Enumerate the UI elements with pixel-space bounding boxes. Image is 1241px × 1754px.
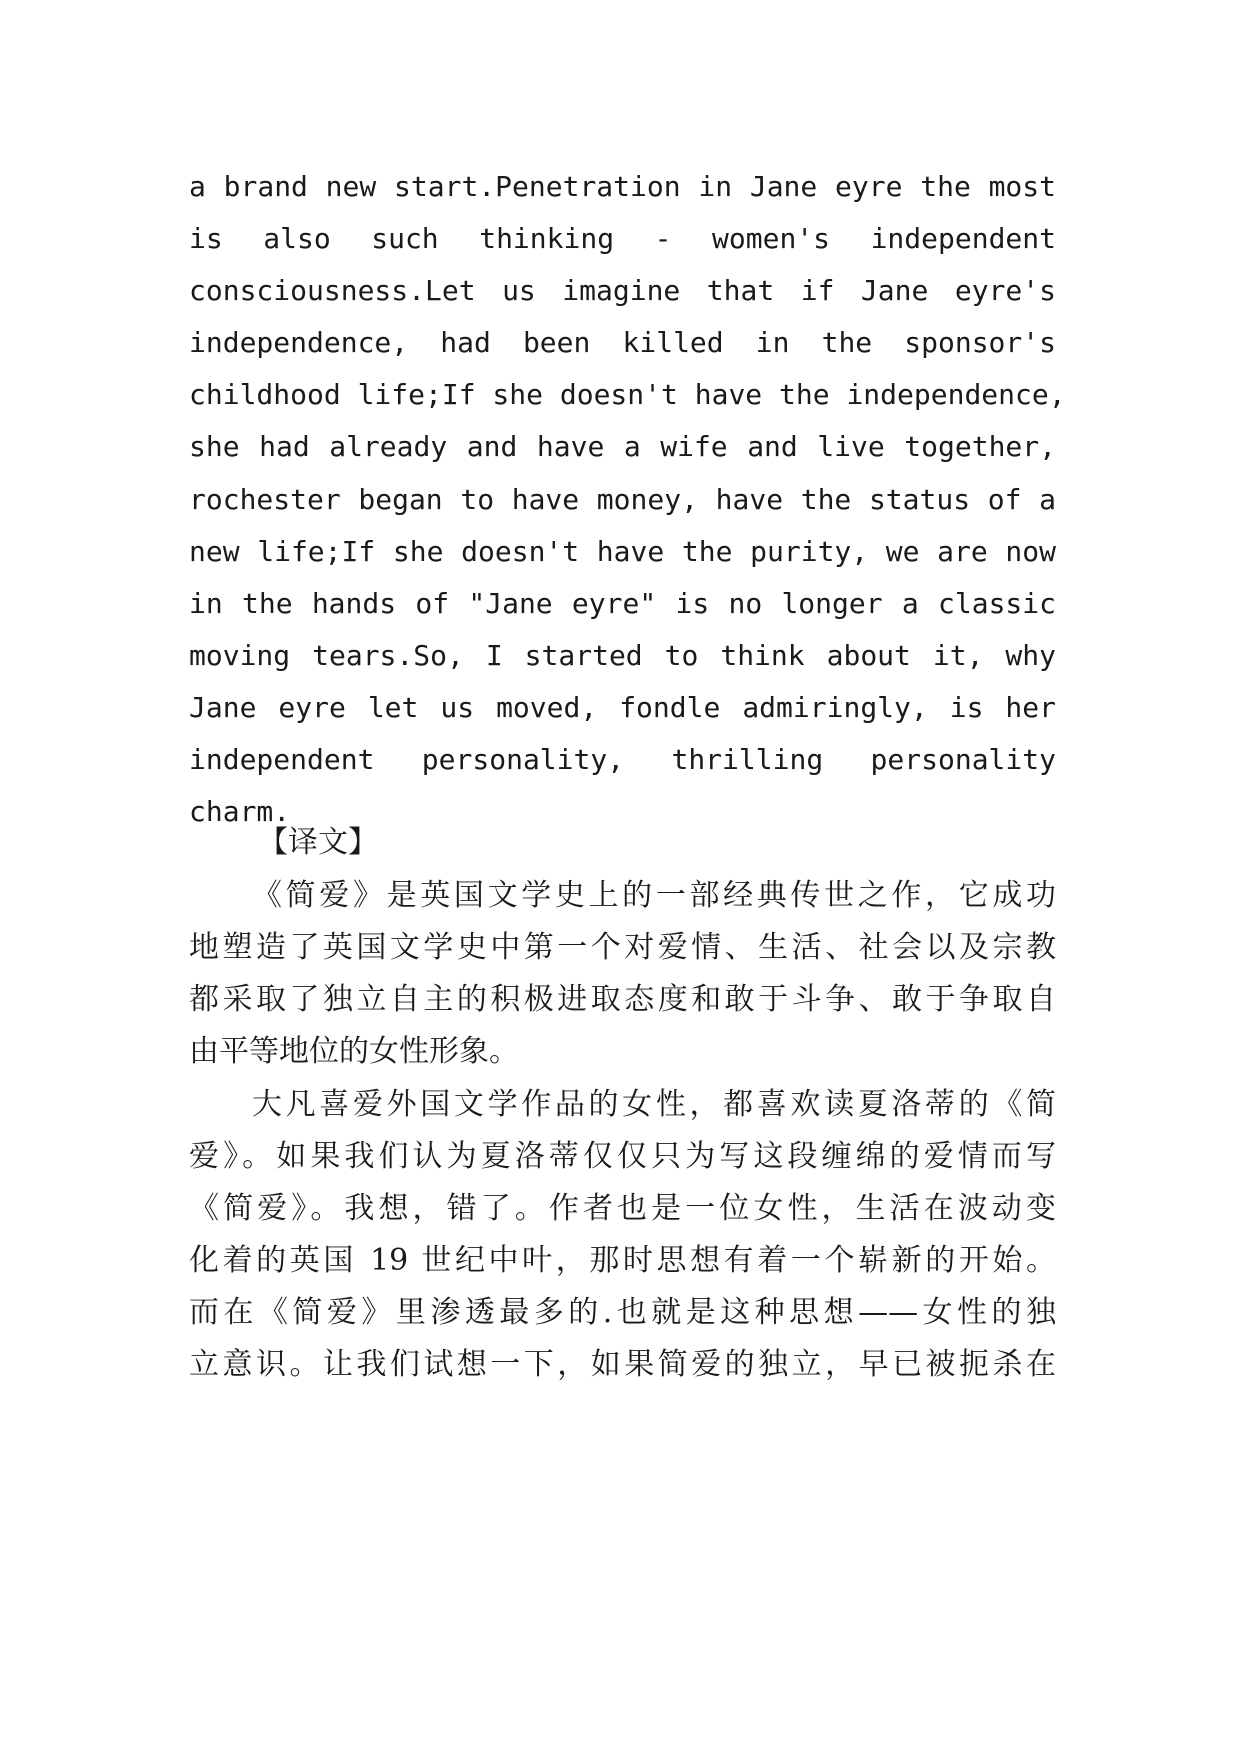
- english-line: in the hands of "Jane eyre" is no longer a classic: [189, 587, 1056, 620]
- paragraph-line: 立意识。让我们试想一下，如果简爱的独立，早已被扼杀在: [189, 1347, 1056, 1382]
- english-line: childhood life;If she doesn't have the independence,: [189, 378, 1066, 411]
- english-line: new life;If she doesn't have the purity, we are now: [189, 535, 1056, 568]
- english-line: a brand new start.Penetration in Jane eyre the most: [189, 170, 1056, 203]
- paragraph-line: 而在《简爱》里渗透最多的.也就是这种思想——女性的独: [189, 1295, 1056, 1330]
- english-line: Jane eyre let us moved, fondle admiringly, is her: [189, 691, 1056, 724]
- paragraph-line: 《简爱》。我想，错了。作者也是一位女性，生活在波动变: [189, 1191, 1056, 1226]
- english-line: independent personality, thrilling personality: [189, 743, 1056, 776]
- english-line: she had already and have a wife and live together,: [189, 430, 1056, 463]
- paragraph-line: 地塑造了英国文学史中第一个对爱情、生活、社会以及宗教: [189, 930, 1056, 965]
- english-line: is also such thinking - women's independent: [189, 222, 1056, 255]
- english-line: rochester began to have money, have the status of a: [189, 483, 1056, 516]
- paragraph-line: 都采取了独立自主的积极进取态度和敢于斗争、敢于争取自: [189, 982, 1056, 1017]
- paragraph-line: 《简爱》是英国文学史上的一部经典传世之作，它成功: [252, 878, 1056, 913]
- paragraph-line: 大凡喜爱外国文学作品的女性，都喜欢读夏洛蒂的《简: [252, 1087, 1056, 1122]
- translation-heading: 【译文】: [258, 825, 378, 860]
- english-line: independence, had been killed in the sponsor's: [189, 326, 1056, 359]
- english-line: consciousness.Let us imagine that if Jane eyre's: [189, 274, 1056, 307]
- paragraph-line: 由平等地位的女性形象。: [189, 1034, 519, 1069]
- english-line: moving tears.So, I started to think about it, why: [189, 639, 1056, 672]
- paragraph-line: 爱》。如果我们认为夏洛蒂仅仅只为写这段缠绵的爱情而写: [189, 1139, 1056, 1174]
- paragraph-line: 化着的英国 19 世纪中叶，那时思想有着一个崭新的开始。: [189, 1243, 1056, 1278]
- english-line: charm.: [189, 795, 291, 828]
